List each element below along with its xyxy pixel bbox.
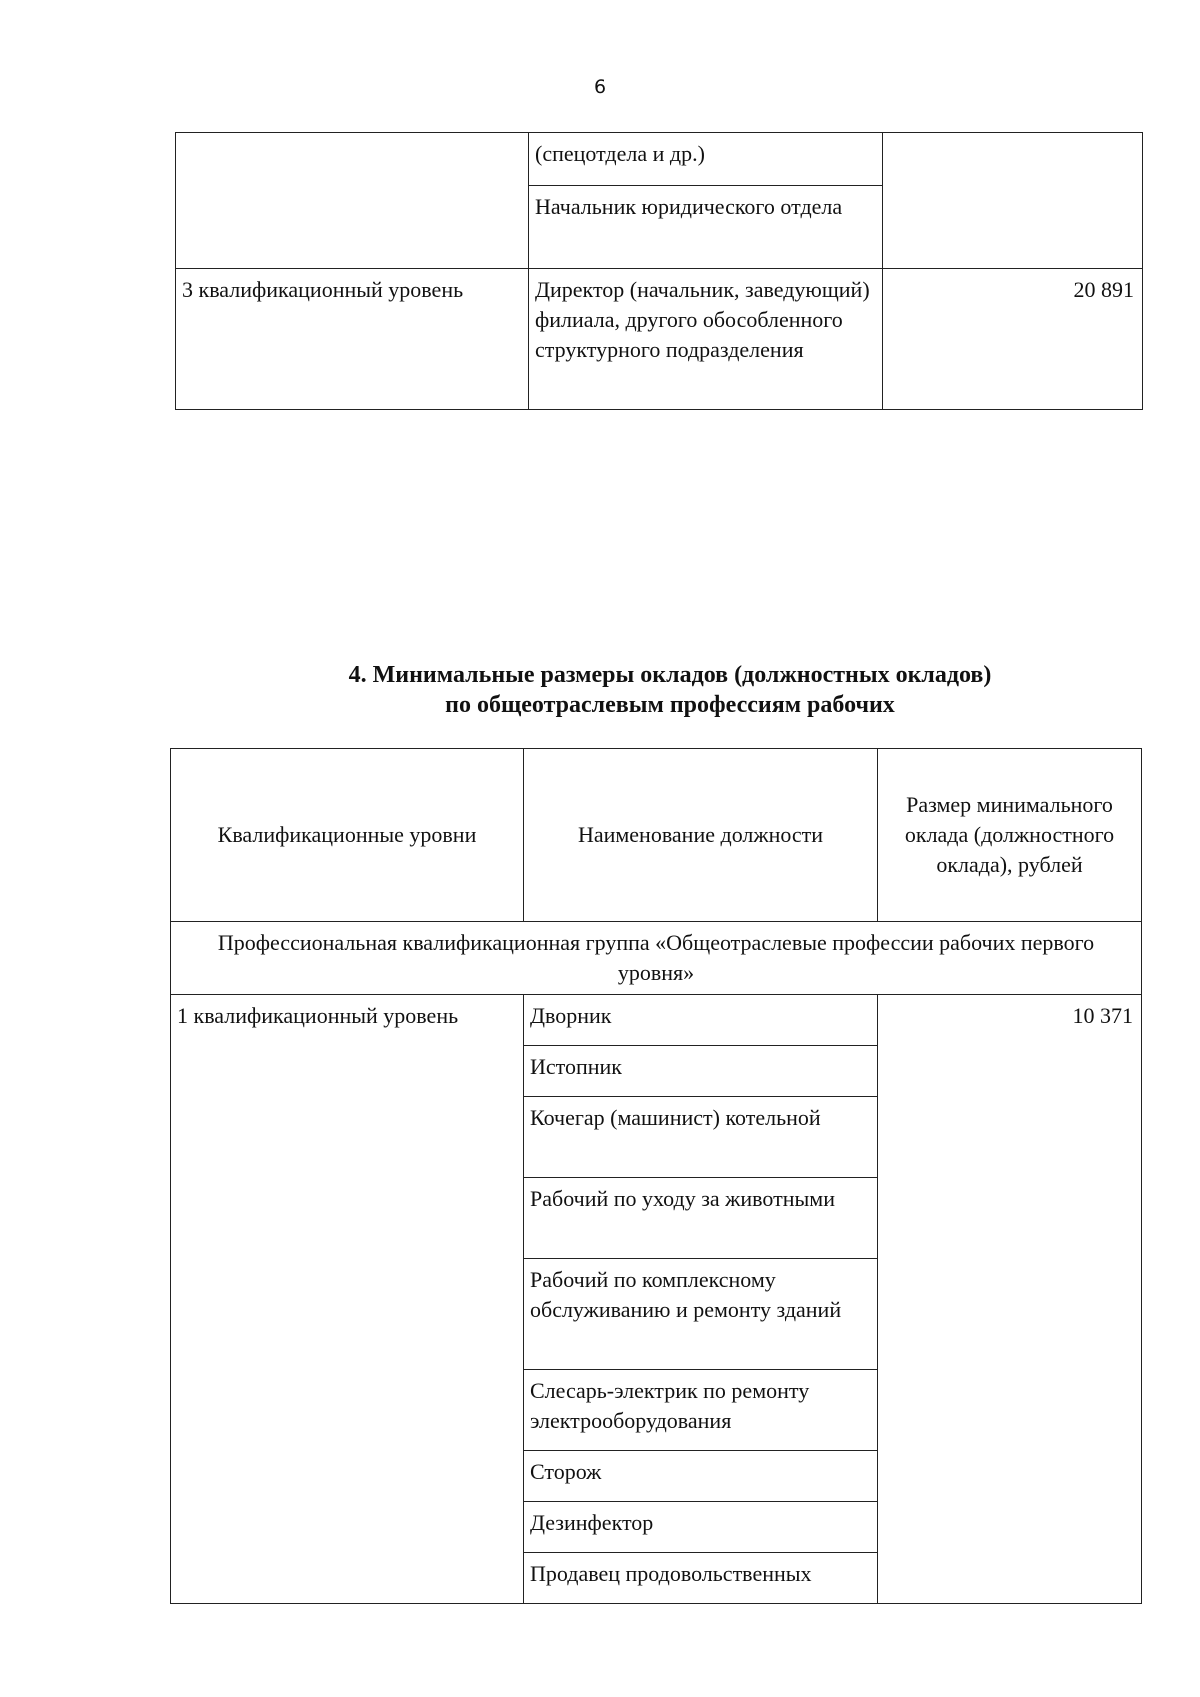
- level-cell: 1 квалификационный уровень: [171, 995, 524, 1604]
- position-cell: Дворник: [524, 995, 878, 1046]
- group-title: Профессиональная квалификационная группа «Общеотраслевые профессии рабочих первого уровня»: [171, 922, 1142, 995]
- group-row: [171, 922, 1142, 995]
- table-2-salaries: [170, 748, 1142, 1604]
- position-cell: Продавец продовольственных: [524, 1553, 878, 1604]
- table-row: [171, 995, 1142, 1046]
- salary-cell: 20 891: [883, 269, 1143, 410]
- page-number: 6: [593, 76, 607, 98]
- table-1-continuation: [175, 132, 1143, 410]
- table-row: [176, 269, 1143, 410]
- header-position: Наименование должности: [524, 749, 878, 922]
- position-cell: Рабочий по комплексному обслуживанию и ремонту зданий: [524, 1259, 878, 1370]
- table-row: [176, 133, 1143, 186]
- section-title-line-1: 4. Минимальные размеры окладов (должностных окладов): [348, 662, 992, 688]
- position-cell: Слесарь-электрик по ремонту электрооборудования: [524, 1370, 878, 1451]
- salary-cell: 10 371: [878, 995, 1142, 1604]
- table-header-row: [171, 749, 1142, 922]
- position-cell: Рабочий по уходу за животными: [524, 1178, 878, 1259]
- position-cell: Дезинфектор: [524, 1502, 878, 1553]
- position-cell: Начальник юридического отдела: [529, 186, 883, 269]
- level-cell: [176, 133, 529, 269]
- level-cell: 3 квалификационный уровень: [176, 269, 529, 410]
- position-cell: Сторож: [524, 1451, 878, 1502]
- section-title: [0, 660, 1200, 720]
- position-cell: (спецотдела и др.): [529, 133, 883, 186]
- position-cell: Директор (начальник, заведующий) филиала, другого обособленного структурного подразделения: [529, 269, 883, 410]
- header-level: Квалификационные уровни: [171, 749, 524, 922]
- position-cell: Кочегар (машинист) котельной: [524, 1097, 878, 1178]
- header-salary: Размер минимального оклада (должностного оклада), рублей: [878, 749, 1142, 922]
- salary-cell: [883, 133, 1143, 269]
- position-cell: Истопник: [524, 1046, 878, 1097]
- section-title-line-2: по общеотраслевым профессиям рабочих: [445, 692, 895, 718]
